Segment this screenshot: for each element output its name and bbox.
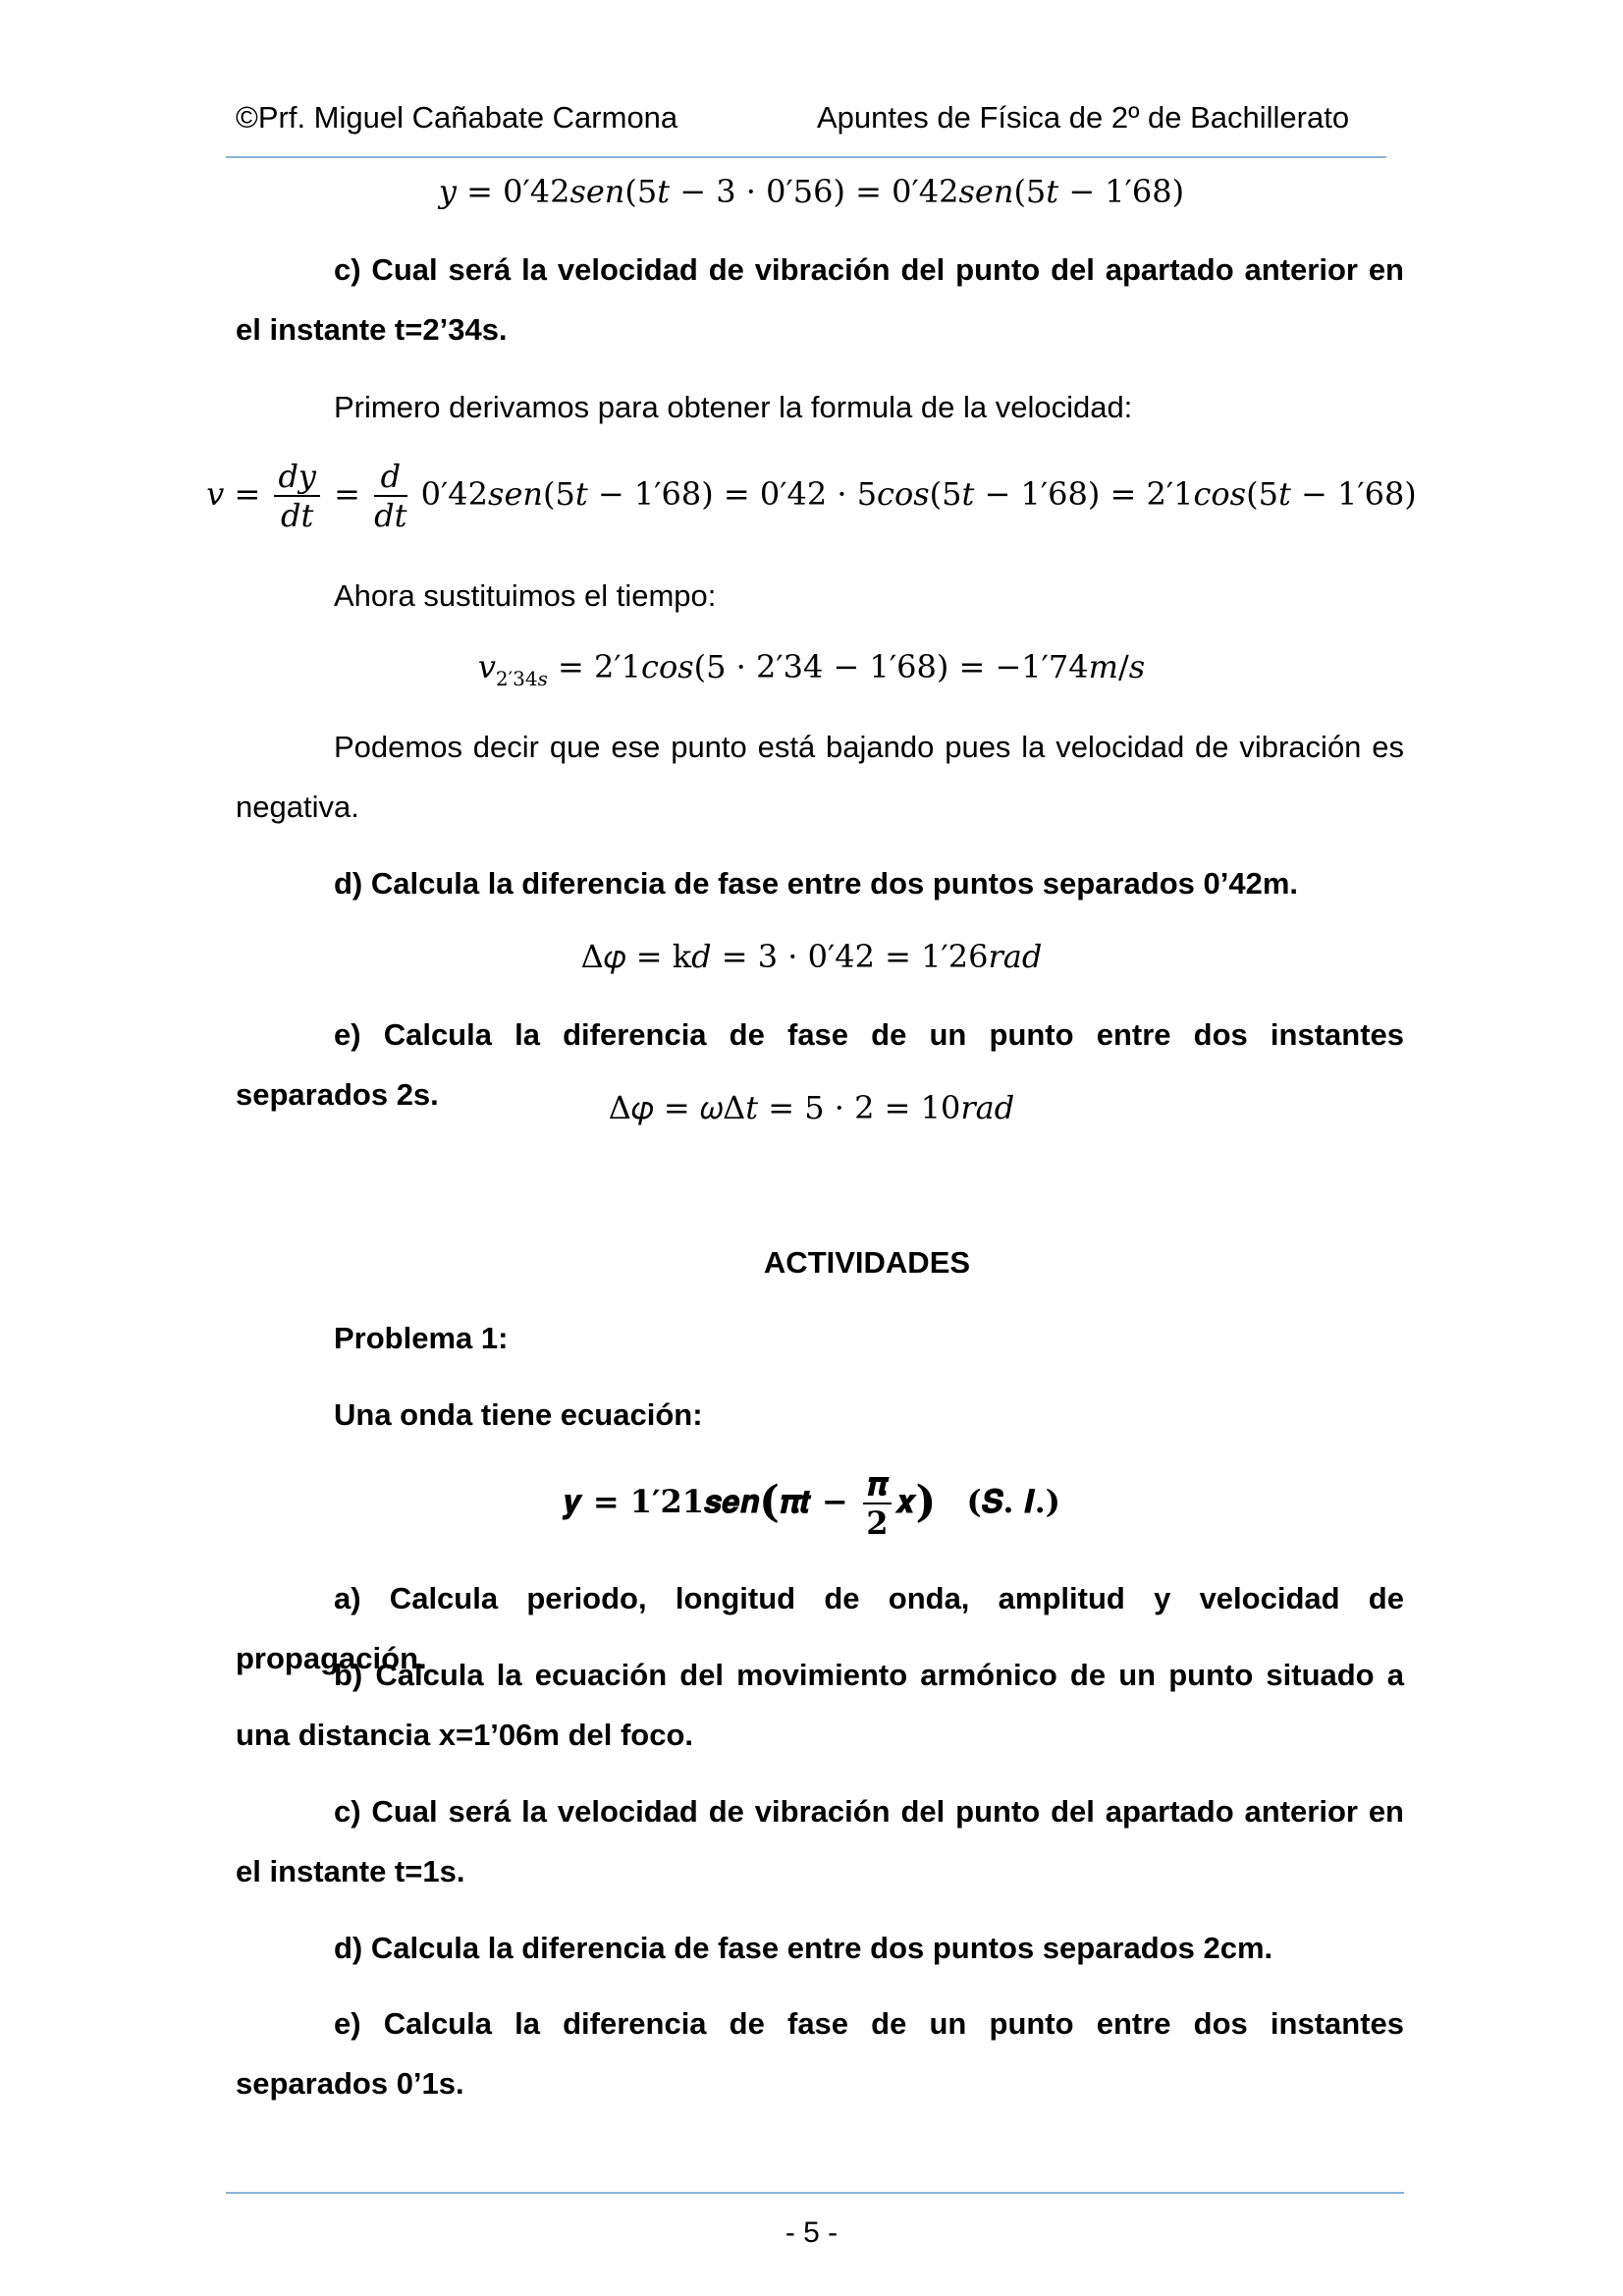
eq-p-open-paren: ( — [759, 1476, 780, 1527]
frac-den: 𝑑𝑡 — [374, 497, 407, 535]
question-e: e) Calcula la diferencia de fase de un punto entre dos instantes separados 0’1s. — [236, 2006, 1404, 2101]
part-e-question: e) Calcula la diferencia de fase de un punto entre dos instantes separados 2s. — [236, 1017, 1404, 1112]
equation-phase-d: Δ𝜑 = k𝑑 = 3 · 0′42 = 1′26𝑟𝑎𝑑 — [580, 938, 1043, 975]
frac-num: 𝝅 — [863, 1465, 892, 1504]
part-d-question: d) Calcula la diferencia de fase entre dos puntos separados 0’42m. — [334, 866, 1298, 901]
question-d: d) Calcula la diferencia de fase entre dos puntos separados 2cm. — [334, 1931, 1273, 1965]
frac-den: 𝟐 — [866, 1504, 889, 1543]
fraction-d-dt — [374, 458, 406, 535]
fraction-pi-2 — [863, 1465, 892, 1543]
question-b: b) Calcula la ecuación del movimiento armónico de un punto situado a una distancia x=1’06m del foco. — [236, 1658, 1404, 1752]
header-author: ©Prf. Miguel Cañabate Carmona — [236, 100, 678, 135]
eq-v-equals: = — [334, 474, 360, 513]
eq-v-lhs: 𝑣 = — [206, 474, 261, 513]
problem-intro: Una onda tiene ecuación: — [334, 1397, 703, 1432]
frac-den: 𝑑𝑡 — [281, 497, 314, 535]
eq-v-rhs: 0′42𝑠𝑒𝑛(5𝑡 − 1′68) = 0′42 · 5𝑐𝑜𝑠(5𝑡 − 1′68) = 2′1𝑐𝑜𝑠(5𝑡 − 1′68) — [420, 474, 1417, 513]
footer-divider — [226, 2192, 1404, 2194]
equation-velocity — [0, 458, 1623, 535]
comment-paragraph: Podemos decir que ese punto está bajando pues la velocidad de vibración es negativa. — [236, 730, 1404, 824]
header-subject: Apuntes de Física de 2º de Bachillerato — [817, 100, 1350, 135]
substitute-text: Ahora sustituimos el tiempo: — [334, 578, 717, 613]
eq-v2-subscript: 2′34𝑠 — [495, 667, 548, 690]
equation-phase-e: Δ𝜑 = 𝜔Δ𝑡 = 5 · 2 = 10𝑟𝑎𝑑 — [608, 1089, 1015, 1126]
eq-p-close-paren: ) — [915, 1476, 937, 1527]
eq-v2-rhs: = 2′1𝑐𝑜𝑠(5 · 2′34 − 1′68) = −1′74𝑚/𝑠 — [547, 648, 1146, 685]
part-c-question: c) Cual será la velocidad de vibración del punto del apartado anterior en el instante t=2’34s. — [236, 252, 1404, 347]
problem-title: Problema 1: — [334, 1321, 509, 1355]
eq-p-after: 𝒙 — [894, 1482, 916, 1520]
eq-p-mid: 𝝅𝒕 − — [779, 1482, 848, 1520]
eq-p-units: (𝑺. 𝑰.) — [966, 1482, 1060, 1520]
equation-y: 𝑦 = 0′42𝑠𝑒𝑛(5𝑡 − 3 · 0′56) = 0′42𝑠𝑒𝑛(5𝑡 − 1′68) — [438, 173, 1185, 210]
frac-num: 𝑑 — [374, 458, 406, 497]
eq-v2-symbol: 𝑣 — [477, 648, 496, 685]
equation-problem — [0, 1465, 1623, 1543]
question-c: c) Cual será la velocidad de vibración del punto del apartado anterior en el instante t=1s. — [236, 1794, 1404, 1888]
equation-velocity-value — [0, 648, 1623, 690]
eq-p-lhs: 𝒚 = 𝟏′𝟐𝟏𝒔𝒆𝒏 — [563, 1482, 760, 1520]
section-title: ACTIVIDADES — [763, 1245, 971, 1280]
frac-num: 𝑑𝑦 — [274, 458, 320, 497]
header-divider — [226, 156, 1386, 158]
question-a: a) Calcula periodo, longitud de onda, amplitud y velocidad de propagación. — [236, 1581, 1404, 1675]
fraction-dy-dt — [274, 458, 320, 535]
derive-text: Primero derivamos para obtener la formula de la velocidad: — [334, 390, 1133, 424]
page-number: - 5 - — [784, 2216, 839, 2249]
